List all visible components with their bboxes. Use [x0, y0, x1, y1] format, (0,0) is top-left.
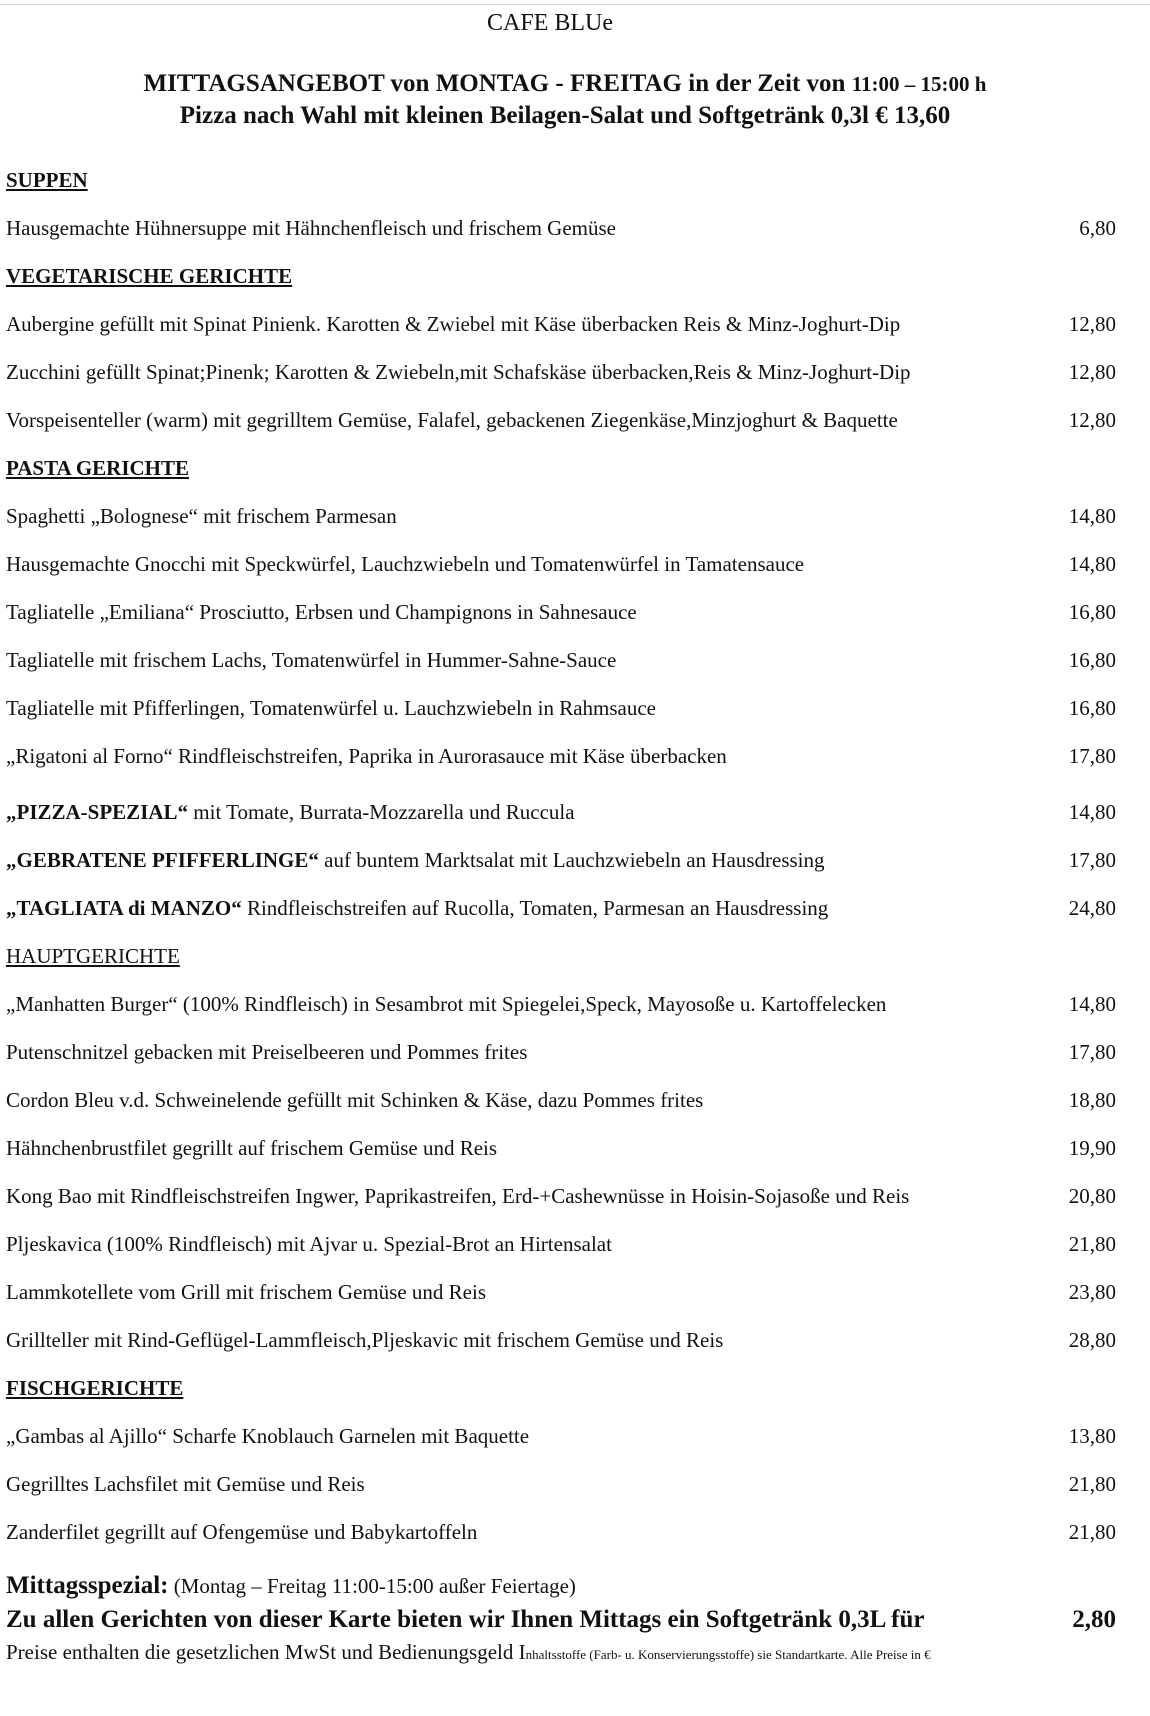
menu-item — [6, 1280, 1116, 1328]
menu-item — [6, 312, 1116, 360]
menu-item — [6, 1424, 1116, 1472]
menu-item — [6, 360, 1116, 408]
menu-item — [6, 216, 1116, 264]
menu-item — [6, 600, 1116, 648]
menu-item-price: 21,80 — [1068, 1472, 1116, 1496]
lunch-special-note: (Montag – Freitag 11:00-15:00 außer Feiertage) — [168, 1574, 576, 1598]
menu-item-price: 17,80 — [1068, 1040, 1116, 1064]
section-heading — [6, 264, 1116, 312]
lunch-offer — [0, 68, 1130, 132]
menu-item — [6, 744, 1116, 800]
drink-offer-price: 2,80 — [1072, 1606, 1116, 1633]
menu-item-label: Hähnchenbrustfilet gegrillt auf frischem Gemüse und Reis — [6, 1136, 498, 1160]
menu-item-price: 19,90 — [1068, 1136, 1116, 1160]
menu-item-price: 24,80 — [1068, 896, 1116, 920]
menu-item-label: Aubergine gefüllt mit Spinat Pinienk. Karotten & Zwiebel mit Käse überbacken Reis & Minz-Joghurt-Dip — [6, 312, 901, 336]
menu-item-price: 16,80 — [1068, 696, 1116, 720]
menu-item-price: 12,80 — [1068, 360, 1116, 384]
menu-item-price: 20,80 — [1068, 1184, 1116, 1208]
menu-item-highlight: „GEBRATENE PFIFFERLINGE“ — [6, 848, 319, 872]
menu-item-price: 13,80 — [1068, 1424, 1116, 1448]
menu-item-label: Grillteller mit Rind-Geflügel-Lammfleisch,Pljeskavic mit frischem Gemüse und Reis — [6, 1328, 724, 1352]
menu-item-price: 16,80 — [1068, 648, 1116, 672]
section-heading — [6, 168, 1116, 216]
menu-item — [6, 1520, 1116, 1568]
menu-item-label: Gegrilltes Lachsfilet mit Gemüse und Reis — [6, 1472, 365, 1496]
menu-item-label: Zucchini gefüllt Spinat;Pinenk; Karotten & Zwiebeln,mit Schafskäse überbacken,Reis & Minz-Joghurt-Dip — [6, 360, 911, 384]
menu-item — [6, 848, 1116, 896]
menu-item-label: Tagliatelle „Emiliana“ Prosciutto, Erbsen und Champignons in Sahnesauce — [6, 600, 637, 624]
lunch-offer-time: 11:00 – 15:00 h — [851, 72, 987, 96]
menu-item-price: 12,80 — [1068, 408, 1116, 432]
menu-item-highlight: „TAGLIATA di MANZO“ — [6, 896, 242, 920]
price-notice — [6, 1640, 1116, 1665]
menu-item-price: 14,80 — [1068, 552, 1116, 576]
menu-item-label: Kong Bao mit Rindfleischstreifen Ingwer, Paprikastreifen, Erd-+Cashewnüsse in Hoisin-Sojasoße und Reis — [6, 1184, 910, 1208]
menu-item-highlight: „PIZZA-SPEZIAL“ — [6, 800, 189, 824]
menu-item-label: „Manhatten Burger“ (100% Rindfleisch) in Sesambrot mit Spiegelei,Speck, Mayosoße u. Kartoffelecken — [6, 992, 887, 1016]
menu-item-price: 12,80 — [1068, 312, 1116, 336]
menu-item-price: 21,80 — [1068, 1520, 1116, 1544]
menu-item — [6, 800, 1116, 848]
lunch-offer-days: MITTAGSANGEBOT von MONTAG - FREITAG in der Zeit von — [143, 70, 852, 97]
menu-item — [6, 696, 1116, 744]
menu-item — [6, 1328, 1116, 1376]
menu-item-label — [6, 848, 825, 873]
menu-item — [6, 504, 1116, 552]
menu-list — [6, 168, 1116, 1568]
menu-item-price: 23,80 — [1068, 1280, 1116, 1304]
menu-item — [6, 1136, 1116, 1184]
drink-offer-text: Zu allen Gerichten von dieser Karte bieten wir Ihnen Mittags ein Softgetränk 0,3L für — [6, 1606, 925, 1633]
menu-item-label: Putenschnitzel gebacken mit Preiselbeeren und Pommes frites — [6, 1040, 528, 1064]
menu-item — [6, 1040, 1116, 1088]
menu-item-label: Hausgemachte Gnocchi mit Speckwürfel, Lauchzwiebeln und Tomatenwürfel in Tamatensauce — [6, 552, 805, 576]
menu-item-price: 18,80 — [1068, 1088, 1116, 1112]
menu-item-description: Rindfleischstreifen auf Rucolla, Tomaten, Parmesan an Hausdressing — [241, 896, 829, 920]
menu-item-price: 16,80 — [1068, 600, 1116, 624]
menu-item-label: „Rigatoni al Forno“ Rindfleischstreifen, Paprika in Aurorasauce mit Käse überbacken — [6, 744, 727, 768]
menu-item — [6, 408, 1116, 456]
section-heading-label: PASTA GERICHTE — [6, 456, 190, 480]
menu-item-label: Tagliatelle mit Pfifferlingen, Tomatenwürfel u. Lauchzwiebeln in Rahmsauce — [6, 696, 656, 720]
menu-item-price: 17,80 — [1068, 848, 1116, 872]
menu-item-label: Tagliatelle mit frischem Lachs, Tomatenwürfel in Hummer-Sahne-Sauce — [6, 648, 617, 672]
menu-item-label: Spaghetti „Bolognese“ mit frischem Parmesan — [6, 504, 397, 528]
menu-item-label: Pljeskavica (100% Rindfleisch) mit Ajvar u. Spezial-Brot an Hirtensalat — [6, 1232, 612, 1256]
lunch-special-title: Mittagsspezial: — [6, 1572, 169, 1599]
menu-item-price: 14,80 — [1068, 504, 1116, 528]
menu-item-label: Lammkotellete vom Grill mit frischem Gemüse und Reis — [6, 1280, 486, 1304]
section-heading-label: HAUPTGERICHTE — [6, 944, 180, 968]
menu-item — [6, 1088, 1116, 1136]
menu-item-label: „Gambas al Ajillo“ Scharfe Knoblauch Garnelen mit Baquette — [6, 1424, 530, 1448]
menu-item-label: Cordon Bleu v.d. Schweinelende gefüllt mit Schinken & Käse, dazu Pommes frites — [6, 1088, 704, 1112]
menu-item-price: 14,80 — [1068, 992, 1116, 1016]
section-heading — [6, 944, 1116, 992]
menu-item — [6, 648, 1116, 696]
footer — [6, 1572, 1116, 1664]
top-divider — [0, 4, 1150, 5]
menu-item-label: Vorspeisenteller (warm) mit gegrilltem Gemüse, Falafel, gebackenen Ziegenkäse,Minzjoghurt & Baquette — [6, 408, 898, 432]
cafe-title: CAFE BLUe — [487, 10, 613, 36]
lunch-offer-line-2: Pizza nach Wahl mit kleinen Beilagen-Salat und Softgetränk 0,3l € 13,60 — [179, 102, 951, 129]
section-heading — [6, 1376, 1116, 1424]
menu-item-price: 14,80 — [1068, 800, 1116, 824]
lunch-special — [6, 1572, 1116, 1606]
menu-item — [6, 1472, 1116, 1520]
section-heading-label: FISCHGERICHTE — [6, 1376, 184, 1400]
menu-item — [6, 1232, 1116, 1280]
price-notice-main: Preise enthalten die gesetzlichen MwSt und Bedienungsgeld I — [6, 1640, 526, 1664]
menu-item-label — [6, 800, 575, 825]
lunch-offer-line-1 — [0, 68, 1130, 100]
menu-item-price: 21,80 — [1068, 1232, 1116, 1256]
section-heading-label: VEGETARISCHE GERICHTE — [6, 264, 293, 288]
menu-item-label — [6, 896, 828, 921]
menu-item-label: Hausgemachte Hühnersuppe mit Hähnchenfleisch und frischem Gemüse — [6, 216, 616, 240]
menu-item-price: 17,80 — [1068, 744, 1116, 768]
price-notice-small: nhaltsstoffe (Farb- u. Konservierungsstoffe) sie Standartkarte. Alle Preise in € — [525, 1647, 931, 1662]
menu-item — [6, 992, 1116, 1040]
menu-item — [6, 552, 1116, 600]
section-heading — [6, 456, 1116, 504]
menu-item — [6, 896, 1116, 944]
section-heading-label: SUPPEN — [6, 168, 88, 192]
menu-item-price: 28,80 — [1068, 1328, 1116, 1352]
menu-item-description: mit Tomate, Burrata-Mozzarella und Ruccula — [188, 800, 575, 824]
menu-item-price: 6,80 — [1079, 216, 1116, 240]
menu-item-description: auf buntem Marktsalat mit Lauchzwiebeln an Hausdressing — [318, 848, 825, 872]
drink-offer — [6, 1606, 1116, 1636]
menu-item-label: Zanderfilet gegrillt auf Ofengemüse und Babykartoffeln — [6, 1520, 478, 1544]
menu-item — [6, 1184, 1116, 1232]
